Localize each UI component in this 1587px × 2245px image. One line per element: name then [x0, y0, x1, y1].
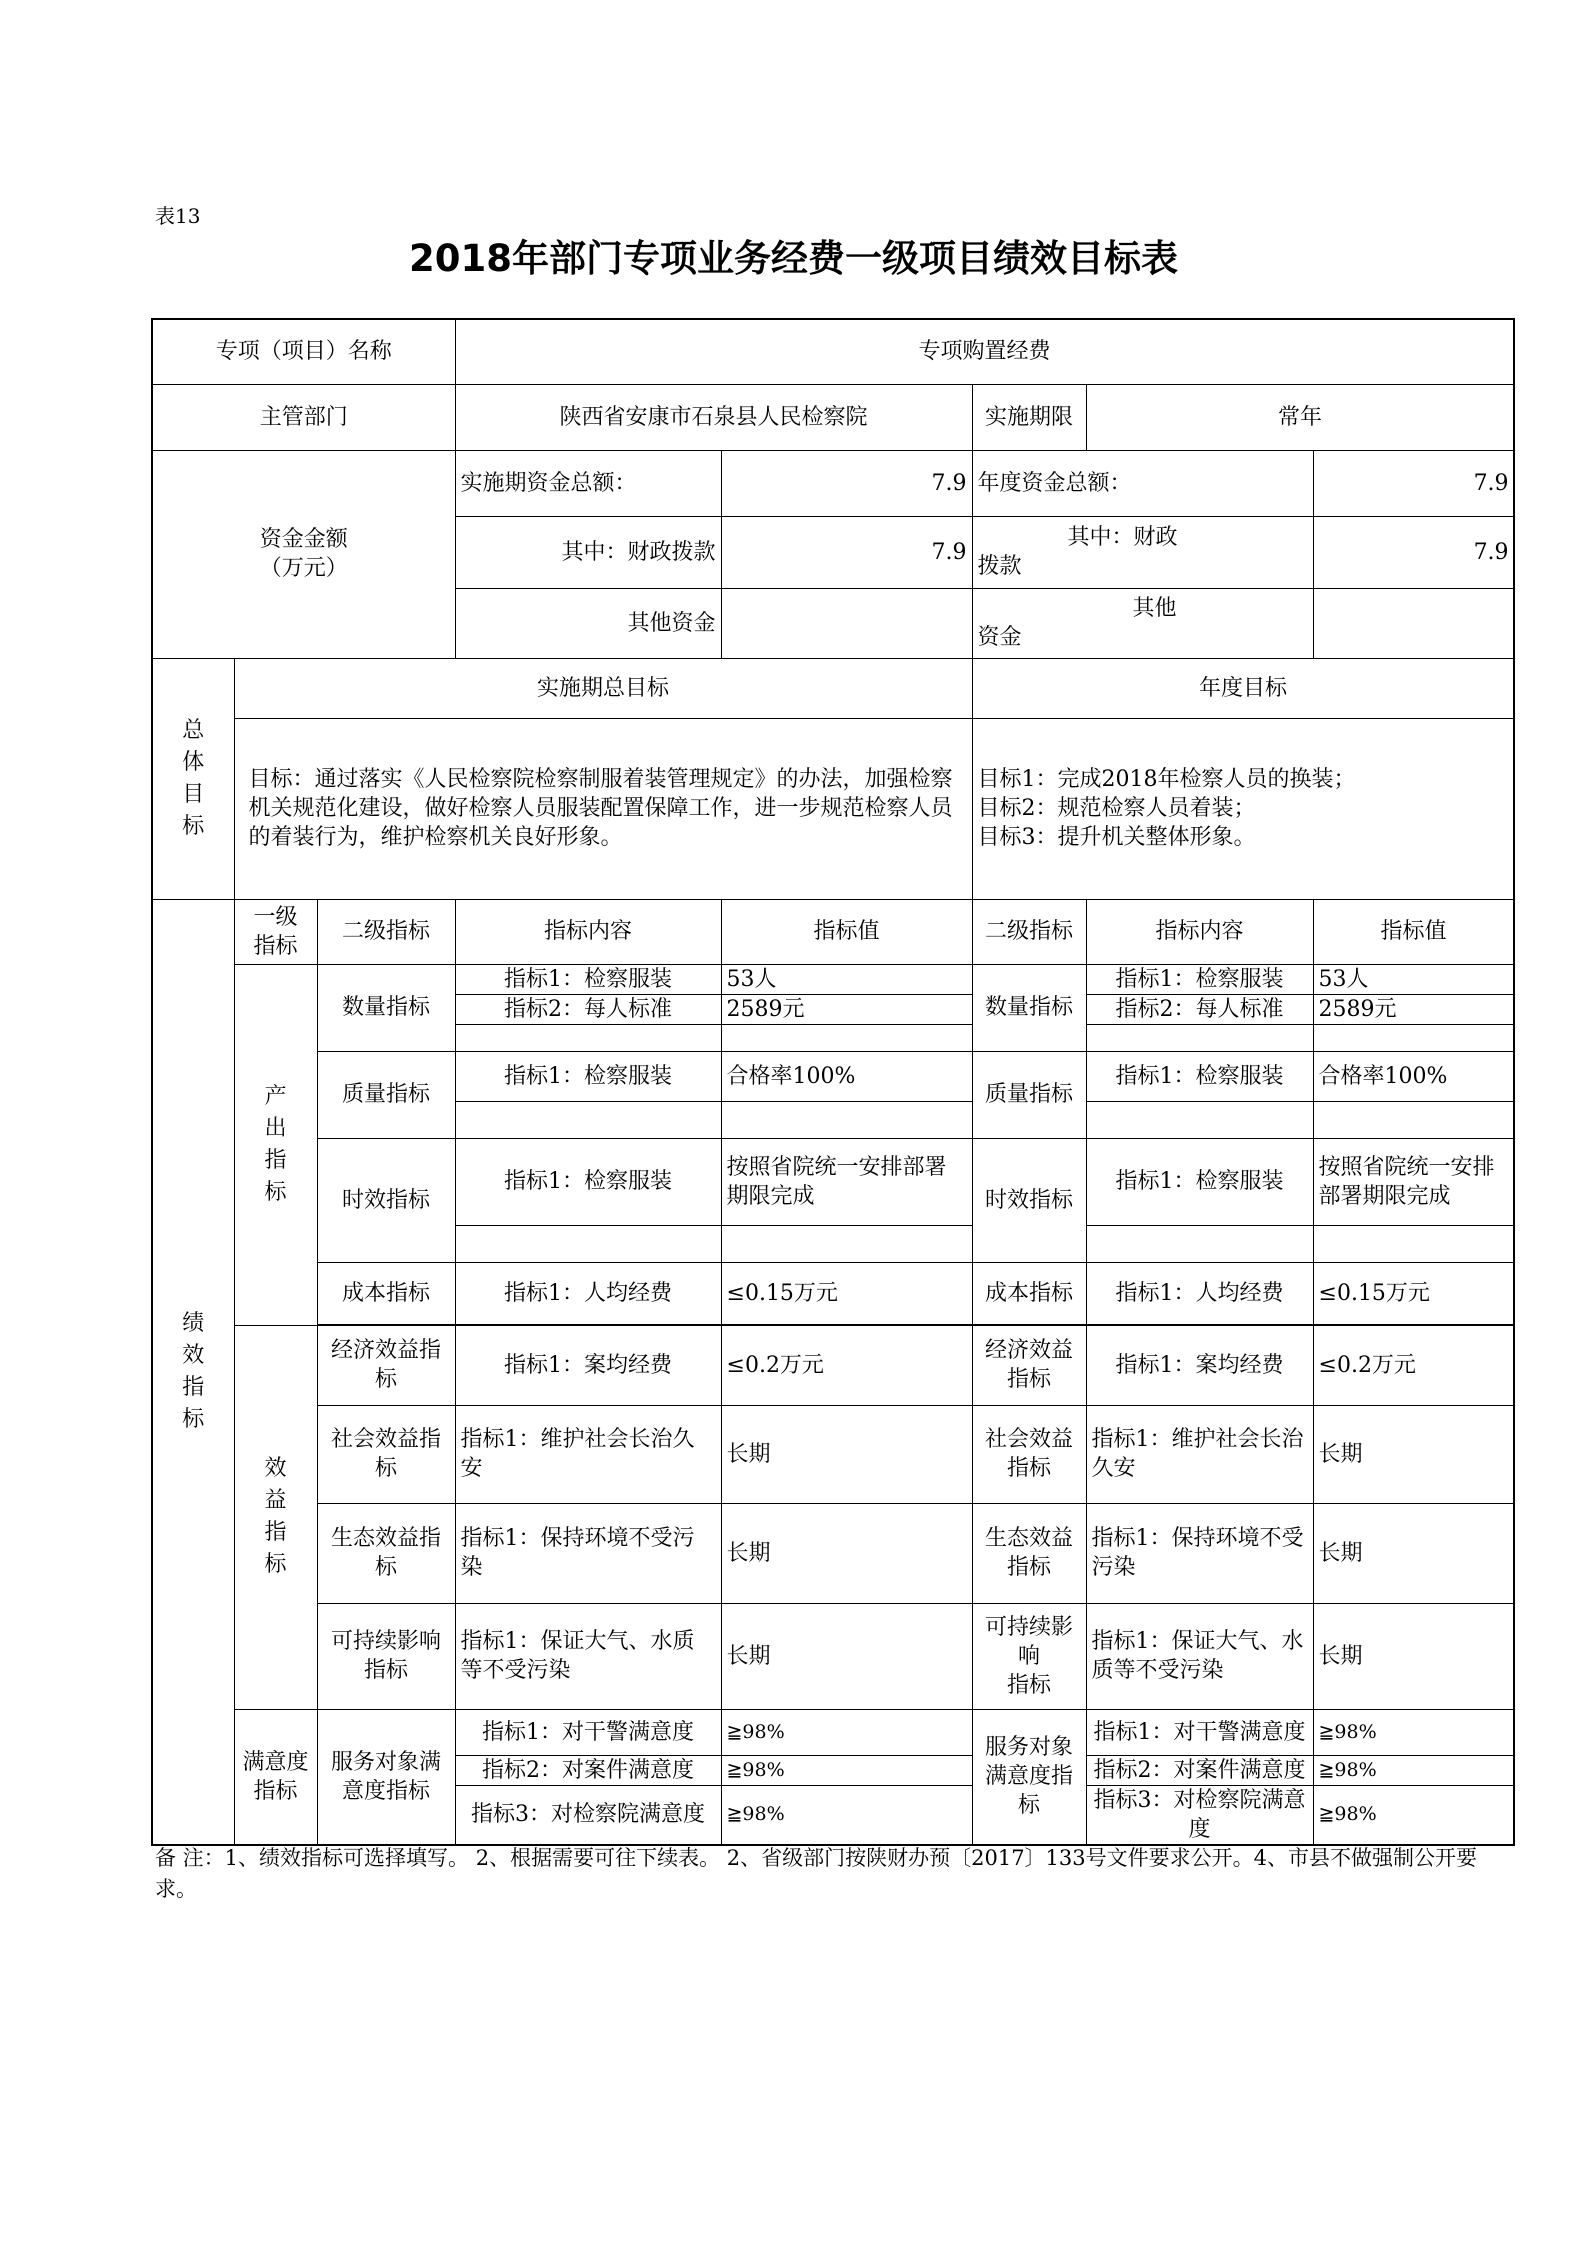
department-label: 主管部门: [152, 384, 455, 450]
timeliness-indicator-annual: 时效指标: [972, 1138, 1086, 1262]
empty-cell: [721, 1225, 972, 1262]
economic-indicator-annual: 经济效益指标: [972, 1325, 1086, 1405]
eco-1-value: 长期: [721, 1503, 972, 1603]
service-3-value: ≧98%: [721, 1785, 972, 1845]
benefit-char: 标: [264, 1552, 287, 1577]
quality-indicator-annual: 质量指标: [972, 1051, 1086, 1138]
output-char: 指: [264, 1147, 287, 1173]
department-value: 陕西省安康市石泉县人民检察院: [455, 384, 972, 450]
impl-total-value: 7.9: [721, 450, 972, 516]
service-satisfaction-indicator-annual: 服务对象满意度指标: [972, 1709, 1086, 1845]
timeliness-1-content: 指标1：检察服装: [455, 1138, 721, 1225]
social-1-content: 指标1：维护社会长治久安: [455, 1405, 721, 1503]
cost-1-content: 指标1：人均经费: [455, 1262, 721, 1324]
social-1-value: 长期: [721, 1405, 972, 1503]
sustain-1-content-annual: 指标1：保证大气、水质等不受污染: [1086, 1603, 1313, 1709]
overall-goal-char: 总: [182, 717, 205, 743]
economic-indicator: 经济效益指标: [317, 1325, 455, 1405]
col-value-header: 指标值: [721, 899, 972, 964]
impl-goal-header: 实施期总目标: [234, 658, 972, 718]
quality-indicator: 质量指标: [317, 1051, 455, 1138]
satisfaction-indicator-group: [234, 1709, 317, 1845]
col-level2-header-annual: 二级指标: [972, 899, 1086, 964]
service-2-content-annual: 指标2：对案件满意度: [1086, 1755, 1313, 1785]
quantity-2-value-annual: 2589元: [1313, 994, 1514, 1024]
cost-indicator: 成本指标: [317, 1262, 455, 1324]
quality-1-value-annual: 合格率100%: [1313, 1051, 1514, 1101]
col-content-header-annual: 指标内容: [1086, 899, 1313, 964]
performance-goal-table: [151, 318, 1515, 1846]
quantity-1-value-annual: 53人: [1313, 964, 1514, 994]
impl-other-value: [721, 588, 972, 658]
quality-1-content: 指标1：检察服装: [455, 1051, 721, 1101]
service-satisfaction-indicator: 服务对象满意度指标: [317, 1709, 455, 1845]
annual-goal-text: [972, 718, 1514, 899]
annual-total-label: 年度资金总额：: [972, 450, 1313, 516]
impl-fiscal-label: 其中：财政拨款: [455, 516, 721, 588]
col-level2-header: 二级指标: [317, 899, 455, 964]
eco-1-content: 指标1：保持环境不受污染: [455, 1503, 721, 1603]
quality-1-value: 合格率100%: [721, 1051, 972, 1101]
service-1-content-annual: 指标1：对干警满意度: [1086, 1709, 1313, 1755]
empty-cell: [1313, 1024, 1514, 1051]
cost-1-content-annual: 指标1：人均经费: [1086, 1262, 1313, 1324]
period-value: 常年: [1086, 384, 1514, 450]
annual-fiscal-label: [972, 516, 1313, 588]
economic-1-value-annual: ≤0.2万元: [1313, 1325, 1514, 1405]
sustain-annual-line: 响: [1018, 1643, 1041, 1669]
cost-1-value: ≤0.15万元: [721, 1262, 972, 1324]
indicator-section-char: 标: [182, 1406, 205, 1432]
timeliness-1-value-annual: 按照省院统一安排部署期限完成: [1313, 1138, 1514, 1225]
quantity-2-content-annual: 指标2：每人标准: [1086, 994, 1313, 1024]
indicator-section-char: 效: [182, 1342, 205, 1368]
annual-goal-header: 年度目标: [972, 658, 1514, 718]
annual-fiscal-label-line1: 其中：财政: [1067, 525, 1178, 550]
annual-goal-line: 目标3：提升机关整体形象。: [977, 825, 1256, 850]
satisfaction-line: 满意度: [242, 1749, 309, 1775]
empty-cell: [1313, 1101, 1514, 1138]
sustain-indicator: 可持续影响指标: [317, 1603, 455, 1709]
service-3-content-annual: 指标3：对检察院满意度: [1086, 1785, 1313, 1845]
service-1-content: 指标1：对干警满意度: [455, 1709, 721, 1755]
social-indicator: 社会效益指标: [317, 1405, 455, 1503]
output-indicator-group: [234, 964, 317, 1325]
funds-label-line2: （万元）: [259, 556, 348, 581]
empty-cell: [1313, 1225, 1514, 1262]
overall-goal-char: 标: [182, 813, 205, 839]
empty-cell: [721, 1024, 972, 1051]
empty-cell: [721, 1101, 972, 1138]
col-level1-line: 一级: [253, 904, 298, 930]
annual-total-value: 7.9: [1313, 450, 1514, 516]
cost-1-value-annual: ≤0.15万元: [1313, 1262, 1514, 1324]
sustain-1-value-annual: 长期: [1313, 1603, 1514, 1709]
indicator-section-char: 指: [182, 1374, 205, 1400]
service-1-value: ≧98%: [721, 1709, 972, 1755]
service-2-content: 指标2：对案件满意度: [455, 1755, 721, 1785]
impl-goal-text: [234, 718, 972, 899]
empty-cell: [455, 1225, 721, 1262]
project-name-value: 专项购置经费: [455, 319, 1514, 384]
quantity-1-content: 指标1：检察服装: [455, 964, 721, 994]
economic-1-content-annual: 指标1：案均经费: [1086, 1325, 1313, 1405]
empty-cell: [455, 1024, 721, 1051]
overall-goal-section: [152, 658, 234, 899]
overall-goal-char: 体: [182, 749, 205, 775]
quantity-2-value: 2589元: [721, 994, 972, 1024]
social-indicator-annual: 社会效益指标: [972, 1405, 1086, 1503]
quantity-2-content: 指标2：每人标准: [455, 994, 721, 1024]
output-char: 产: [264, 1083, 287, 1109]
impl-total-label: 实施期资金总额：: [455, 450, 721, 516]
benefit-char: 益: [264, 1488, 287, 1513]
indicator-section-char: 绩: [182, 1310, 205, 1336]
table-number: 表13: [155, 204, 201, 228]
quantity-indicator: 数量指标: [317, 964, 455, 1051]
document-title: 2018年部门专项业务经费一级项目绩效目标表: [409, 237, 1178, 280]
period-label: 实施期限: [972, 384, 1086, 450]
eco-1-content-annual: 指标1：保持环境不受污染: [1086, 1503, 1313, 1603]
quality-1-content-annual: 指标1：检察服装: [1086, 1051, 1313, 1101]
sustain-indicator-annual: [972, 1603, 1086, 1709]
satisfaction-line: 指标: [253, 1778, 298, 1804]
col-level1-line: 指标: [253, 933, 298, 959]
eco-indicator-annual: 生态效益指标: [972, 1503, 1086, 1603]
impl-fiscal-value: 7.9: [721, 516, 972, 588]
impl-goal-paragraph: 目标：通过落实《人民检察院检察制服着装管理规定》的办法，加强检察机关规范化建设，做好检察人员服装配置保障工作，进一步规范检察人员的着装行为，维护检察机关良好形象。: [248, 767, 953, 850]
service-3-value-annual: ≧98%: [1313, 1785, 1514, 1845]
social-1-content-annual: 指标1：维护社会长治久安: [1086, 1405, 1313, 1503]
service-1-value-annual: ≧98%: [1313, 1709, 1514, 1755]
economic-1-content: 指标1：案均经费: [455, 1325, 721, 1405]
benefit-indicator-group: [234, 1325, 317, 1709]
output-char: 标: [264, 1179, 287, 1205]
empty-cell: [1086, 1225, 1313, 1262]
sustain-1-value: 长期: [721, 1603, 972, 1709]
social-1-value-annual: 长期: [1313, 1405, 1514, 1503]
output-char: 出: [264, 1115, 287, 1141]
funds-label: [152, 450, 455, 658]
col-level1-header: [234, 899, 317, 964]
annual-goal-line: 目标1：完成2018年检察人员的换装；: [977, 767, 1356, 792]
quantity-1-content-annual: 指标1：检察服装: [1086, 964, 1313, 994]
col-content-header: 指标内容: [455, 899, 721, 964]
cost-indicator-annual: 成本指标: [972, 1262, 1086, 1324]
sustain-1-content: 指标1：保证大气、水质等不受污染: [455, 1603, 721, 1709]
service-2-value-annual: ≧98%: [1313, 1755, 1514, 1785]
quantity-1-value: 53人: [721, 964, 972, 994]
performance-indicator-section: [152, 899, 234, 1845]
timeliness-1-value: 按照省院统一安排部署期限完成: [721, 1138, 972, 1225]
overall-goal-char: 目: [182, 781, 205, 807]
funds-label-line1: 资金金额: [259, 527, 348, 552]
annual-other-label: [972, 588, 1313, 658]
empty-cell: [1086, 1101, 1313, 1138]
sustain-annual-line: 可持续影: [985, 1614, 1074, 1640]
annual-other-value: [1313, 588, 1514, 658]
footnote: 备 注：1、绩效指标可选择填写。 2、根据需要可往下续表。 2、省级部门按陕财办预〔2017〕133号文件要求公开。4、市县不做强制公开要求。: [155, 1846, 1477, 1901]
sustain-annual-line: 指标: [1007, 1672, 1052, 1698]
empty-cell: [455, 1101, 721, 1138]
annual-other-label-line2: 资金: [977, 625, 1022, 650]
eco-1-value-annual: 长期: [1313, 1503, 1514, 1603]
eco-indicator: 生态效益指标: [317, 1503, 455, 1603]
service-2-value: ≧98%: [721, 1755, 972, 1785]
economic-1-value: ≤0.2万元: [721, 1325, 972, 1405]
annual-fiscal-value: 7.9: [1313, 516, 1514, 588]
timeliness-1-content-annual: 指标1：检察服装: [1086, 1138, 1313, 1225]
project-name-label: 专项（项目）名称: [152, 319, 455, 384]
service-3-content: 指标3：对检察院满意度: [455, 1785, 721, 1845]
annual-fiscal-label-line2: 拨款: [977, 554, 1022, 579]
col-value-header-annual: 指标值: [1313, 899, 1514, 964]
timeliness-indicator: 时效指标: [317, 1138, 455, 1262]
annual-goal-line: 目标2：规范检察人员着装；: [977, 796, 1256, 821]
quantity-indicator-annual: 数量指标: [972, 964, 1086, 1051]
benefit-char: 指: [264, 1520, 287, 1545]
benefit-char: 效: [264, 1456, 287, 1481]
impl-other-label: 其他资金: [455, 588, 721, 658]
empty-cell: [1086, 1024, 1313, 1051]
annual-other-label-line1: 其他: [1132, 596, 1177, 621]
